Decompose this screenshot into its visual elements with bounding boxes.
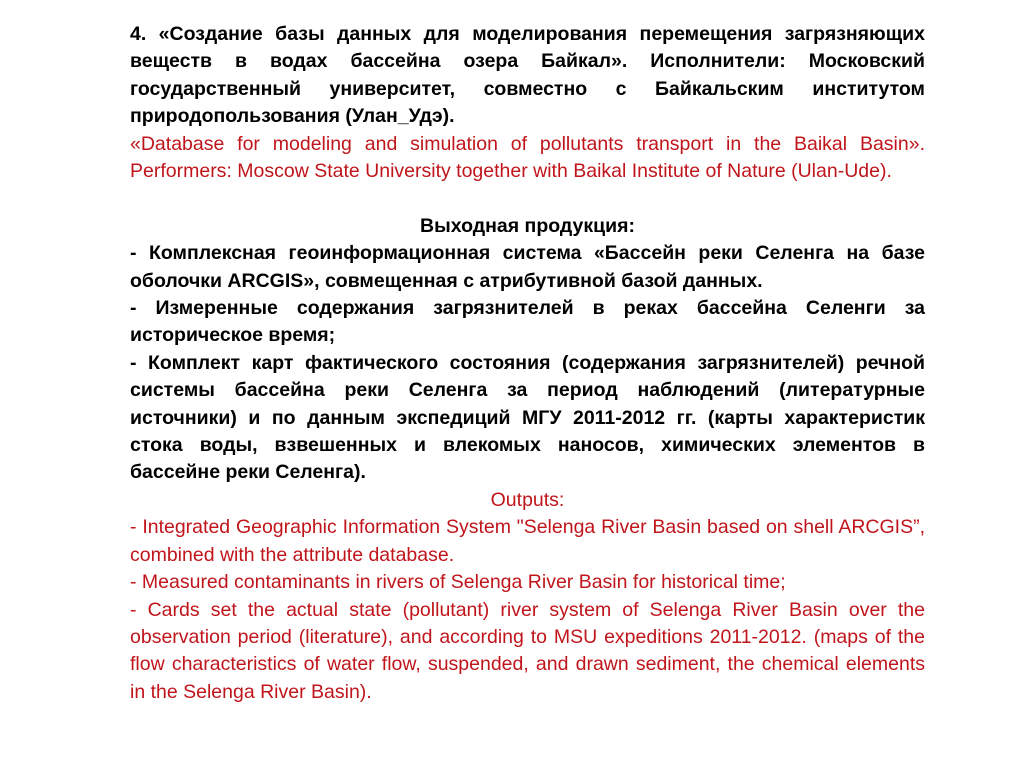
outputs-item-en: - Integrated Geographic Information System "Selenga River Basin based on shell ARCGIS”, combined with the attribute database. (130, 516, 925, 566)
outputs-item-en: - Cards set the actual state (pollutant) river system of Selenga River Basin over the observation period (literature), and according to MSU expeditions 2011-2012. (maps of the flow characteristics of water flow, suspended, and drawn sediment, the chemical elements in the Selenga River Basin). (130, 598, 925, 703)
project-title-en: «Database for modeling and simulation of pollutants transport in the Baikal Basin». Performers: Moscow State University together with Baikal Institute of Nature (Ulan-Ude). (130, 132, 925, 183)
outputs-heading-ru: Выходная продукция: (420, 214, 635, 237)
outputs-item-ru: - Комплексная геоинформационная система «Бассейн реки Селенга на базе оболочки ARCGIS», совмещенная с атрибутивной базой данных. (130, 242, 925, 292)
outputs-item-en: - Measured contaminants in rivers of Selenga River Basin for historical time; (130, 571, 786, 594)
outputs-item-ru: - Измеренные содержания загрязнителей в реках бассейна Селенги за историческое время; (130, 297, 925, 347)
project-title-ru: 4. «Создание базы данных для моделирования перемещения загрязняющих веществ в водах бассейна озера Байкал». Исполнители: Московский государственный университет, совместно с Байкальским институтом природопользования (Улан_Удэ). (130, 23, 925, 128)
spacer (130, 185, 925, 212)
outputs-item-ru: - Комплект карт фактического состояния (содержания загрязнителей) речной системы бассейна реки Селенга за период наблюдений (литературные источники) и по данным экспедиций МГУ 2011-2012 гг. (карты характеристик стока воды, взвешенных и влекомых наносов, химических элементов в бассейне реки Селенга). (130, 351, 925, 484)
outputs-heading-en: Outputs: (490, 488, 565, 511)
slide-content (130, 21, 925, 706)
